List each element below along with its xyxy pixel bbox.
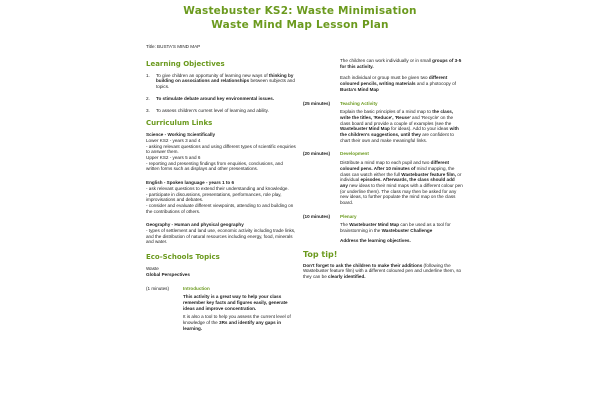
top-tip-heading: Top tip! [303,249,338,259]
left-column [146,44,296,332]
curriculum-links-heading: Curriculum Links [146,119,213,128]
eco-topic: Waste [146,266,159,272]
science-title: Science - Working Scientifically [146,132,216,138]
development-label: Development [340,151,369,157]
teaching-time: (25 minutes) [303,100,331,106]
teaching-header [303,101,463,107]
geography-block [146,222,296,245]
objective-text: To stimulate debate around key environmental issues. [156,95,275,101]
learning-objectives-heading: Learning Objectives [146,59,225,68]
geography-title: Geography - Human and physical geography [146,222,244,228]
plenary-objectives: Address the learning objectives. [340,237,411,243]
teaching-text: Explain the basic principles of a mind map to the class, write the titles, 'Reduce', 'Reuse' and 'Recycle' on the class board and provide a couple of examples (see the Wastebuster Mind Map for ideas). Add to your ideas with the children's suggestions, until they are confident to chart their own and make meaningful links. [340,109,459,143]
plenary-header [303,214,463,220]
eco-topic: Global Perspectives [146,271,190,277]
development-text: Distribute a mind map to each pupil and two different coloured pens. After 10 minutes of mind mapping, the class can watch either the full Wastebuster feature film, or individual episodes. Afterwards, the class should add any new ideas to their mind maps with a different colour pen (or underline them). The class may then be asked for any new ideas, to further populate the mind map on the class board. [340,160,463,206]
science-line: - reporting and presenting findings from enquiries, conclusions, and written forms such as displays and other presentations. [146,160,283,172]
right-column [303,58,463,280]
science-line: Upper KS2 - years 5 and 6 [146,155,201,161]
objective-text: To give children an opportunity of learning new ways of thinking by building on associations and relationships between subjects and topics. [156,72,295,90]
plenary-label: Plenary [340,213,357,219]
objective-item [146,96,296,102]
plenary-text: The Wastebuster Mind Map can be used as a tool for brainstorming in the Wastebuster Challenge [340,222,451,234]
english-block [146,180,296,214]
geography-line: - types of settlement and land use, economic activity including trade links, and the distribution of natural resources including energy, food, minerals and water. [146,228,296,245]
english-line: - consider and evaluate different viewpoints, attending to and building on the contributions of others. [146,202,294,214]
introduction-continued: The children can work individually or in small groups of 3-5 for this activity. [340,58,462,69]
introduction-time: (1 minutes) [146,285,169,291]
introduction-label: Introduction [183,285,210,291]
lesson-title: Title: BUSTA'S MIND MAP [146,44,201,49]
development-time: (20 minutes) [303,151,331,157]
document-subtitle: Waste Mind Map Lesson Plan [211,19,389,31]
objective-number: 1. [146,72,150,78]
english-line: - ask relevant questions to extend their understanding and knowledge. [146,185,289,191]
english-line: - participate in discussions, presentations, performances, role play, improvisations and debates. [146,191,282,203]
document-title: Wastebuster KS2: Waste Minimisation [183,5,417,17]
introduction-text: This activity is a great way to help your class remember key facts and figures easily, generate ideas and improve concentration. It is also a tool to help you assess the current level of knowledge of the 3Rs and identify any gaps in learning. [183,294,291,331]
development-header [303,151,463,157]
science-line: Lower KS2 - years 3 and 4 [146,137,201,143]
objective-item [146,108,296,114]
objective-item [146,73,296,90]
top-tip-text: Don't forget to ask the children to make their additions (following the Wastebuster feature film) with a different coloured pen and underline them, so they can be clearly identified. [303,262,462,279]
introduction-materials: Each individual or group must be given two different coloured pencils, writing materials and a photocopy of Busta's Mind Map [340,75,456,92]
science-line: - asking relevant questions and using different types of scientific enquiries to answer them. [146,143,296,155]
science-block [146,132,296,172]
eco-schools-heading: Eco-Schools Topics [146,253,220,262]
english-title: English - Spoken language - years 1 to 6 [146,180,235,186]
objective-number: 2. [146,95,150,101]
teaching-label: Teaching Activity [340,100,378,106]
plenary-time: (10 minutes) [303,213,331,219]
introduction-header [146,286,296,292]
objective-text: To assess children's current level of learning and ability. [156,107,269,113]
objective-number: 3. [146,107,150,113]
